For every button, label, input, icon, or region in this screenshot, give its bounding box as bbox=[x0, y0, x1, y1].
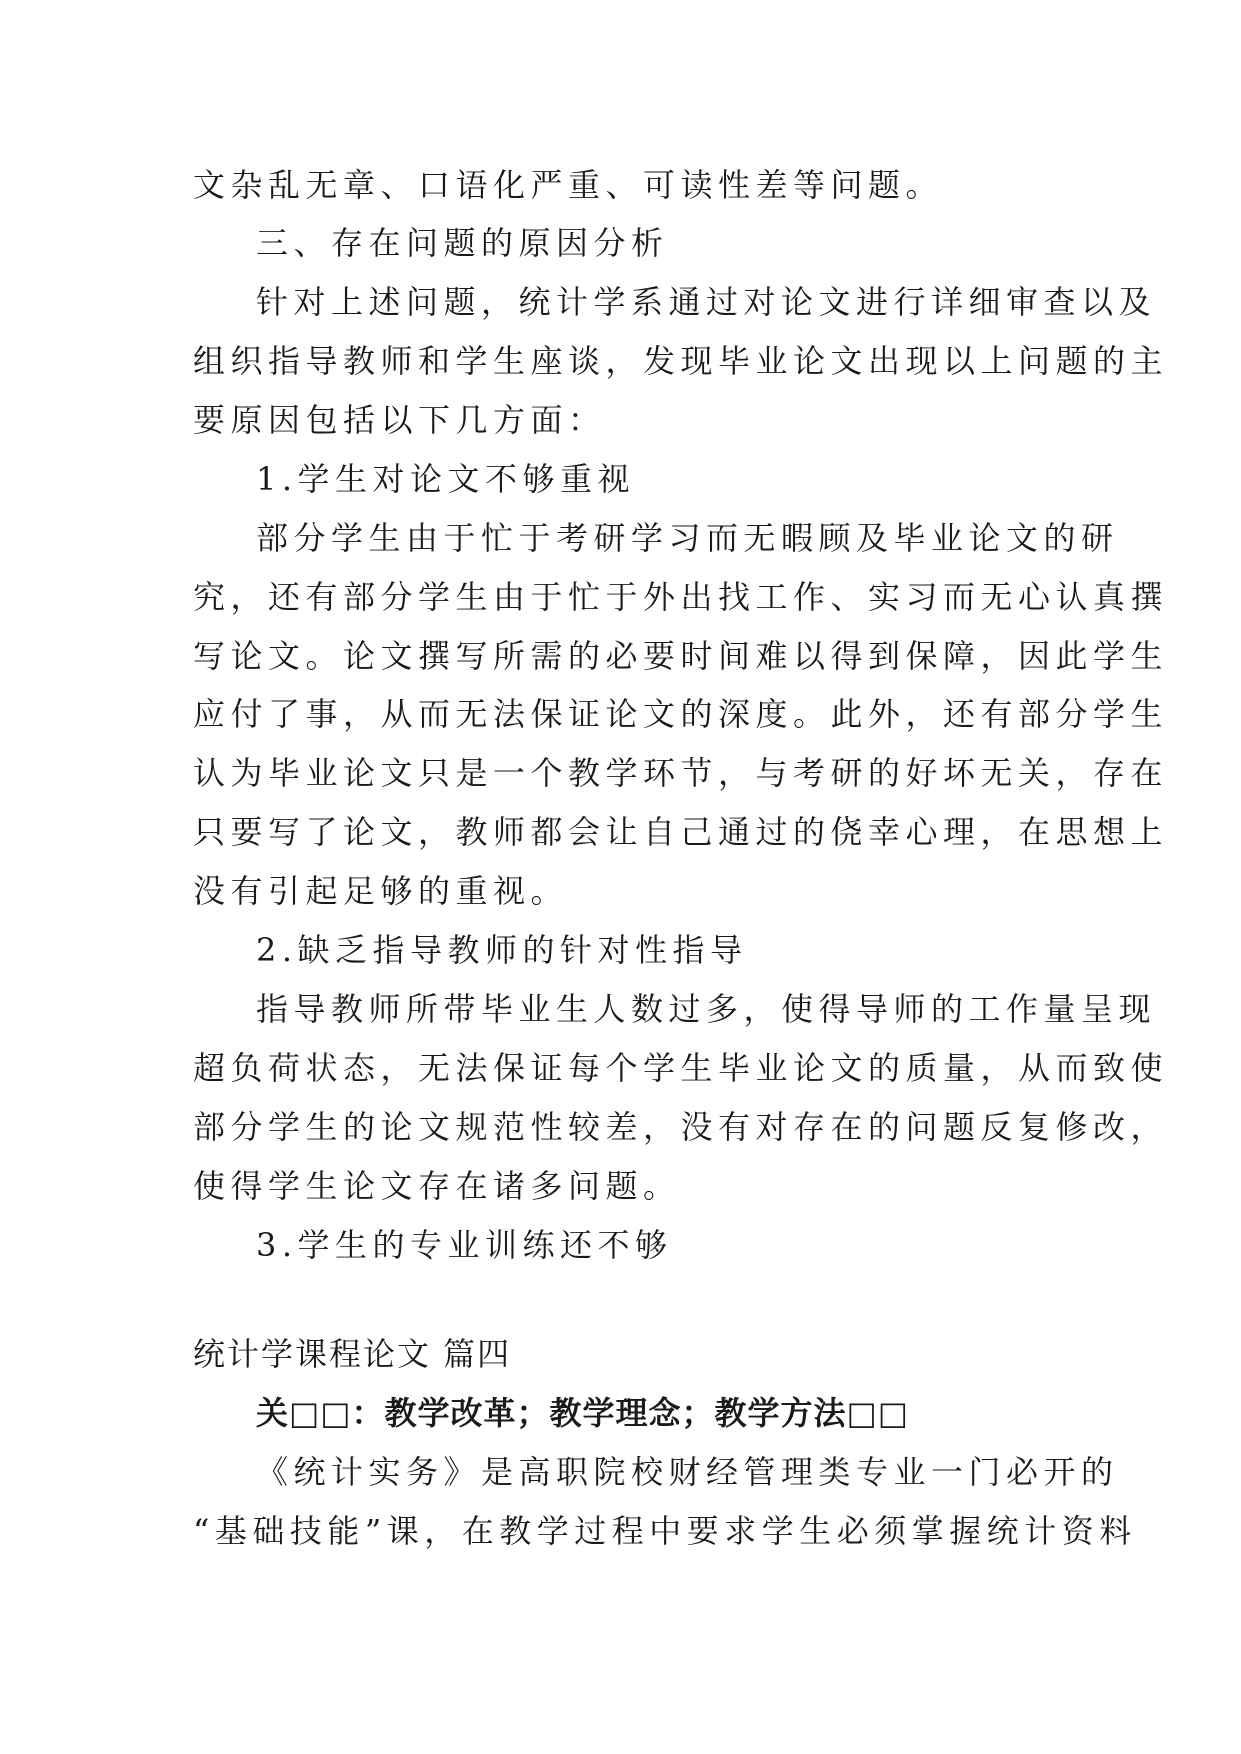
keywords-line: 关□□：教学改革；教学理念；教学方法□□ bbox=[256, 1394, 909, 1432]
text-line: 《统计实务》是高职院校财经管理类专业一门必开的 bbox=[256, 1453, 1119, 1491]
section-subheading: 三、存在问题的原因分析 bbox=[256, 224, 669, 262]
text-line: 没有引起足够的重视。 bbox=[193, 872, 569, 910]
numbered-subheading: 2.缺乏指导教师的针对性指导 bbox=[256, 931, 748, 969]
text-line: 文杂乱无章、口语化严重、可读性差等问题。 bbox=[193, 166, 944, 204]
text-line: 要原因包括以下几方面： bbox=[193, 401, 606, 439]
text-line: 部分学生由于忙于考研学习而无暇顾及毕业论文的研 bbox=[256, 519, 1119, 557]
text-line: 应付了事，从而无法保证论文的深度。此外，还有部分学生 bbox=[193, 695, 1169, 733]
text-line: 究，还有部分学生由于忙于外出找工作、实习而无心认真撰 bbox=[193, 578, 1169, 616]
text-line: 指导教师所带毕业生人数过多，使得导师的工作量呈现 bbox=[256, 990, 1157, 1028]
text-line: 写论文。论文撰写所需的必要时间难以得到保障，因此学生 bbox=[193, 637, 1169, 675]
text-line: 使得学生论文存在诸多问题。 bbox=[193, 1167, 681, 1205]
numbered-subheading: 1.学生对论文不够重视 bbox=[256, 460, 636, 498]
text-line: 超负荷状态，无法保证每个学生毕业论文的质量，从而致使 bbox=[193, 1049, 1169, 1087]
text-line: 组织指导教师和学生座谈，发现毕业论文出现以上问题的主 bbox=[193, 342, 1169, 380]
text-line: 认为毕业论文只是一个教学环节，与考研的好坏无关，存在 bbox=[193, 754, 1169, 792]
text-line: 部分学生的论文规范性较差，没有对存在的问题反复修改， bbox=[193, 1108, 1169, 1146]
numbered-subheading: 3.学生的专业训练还不够 bbox=[256, 1226, 673, 1264]
text-line: 针对上述问题，统计学系通过对论文进行详细审查以及 bbox=[256, 283, 1157, 321]
text-line: 只要写了论文，教师都会让自己通过的侥幸心理，在思想上 bbox=[193, 813, 1169, 851]
section-heading: 统计学课程论文 篇四 bbox=[193, 1335, 512, 1373]
text-line: “基础技能”课，在教学过程中要求学生必须掌握统计资料 bbox=[193, 1512, 1137, 1550]
